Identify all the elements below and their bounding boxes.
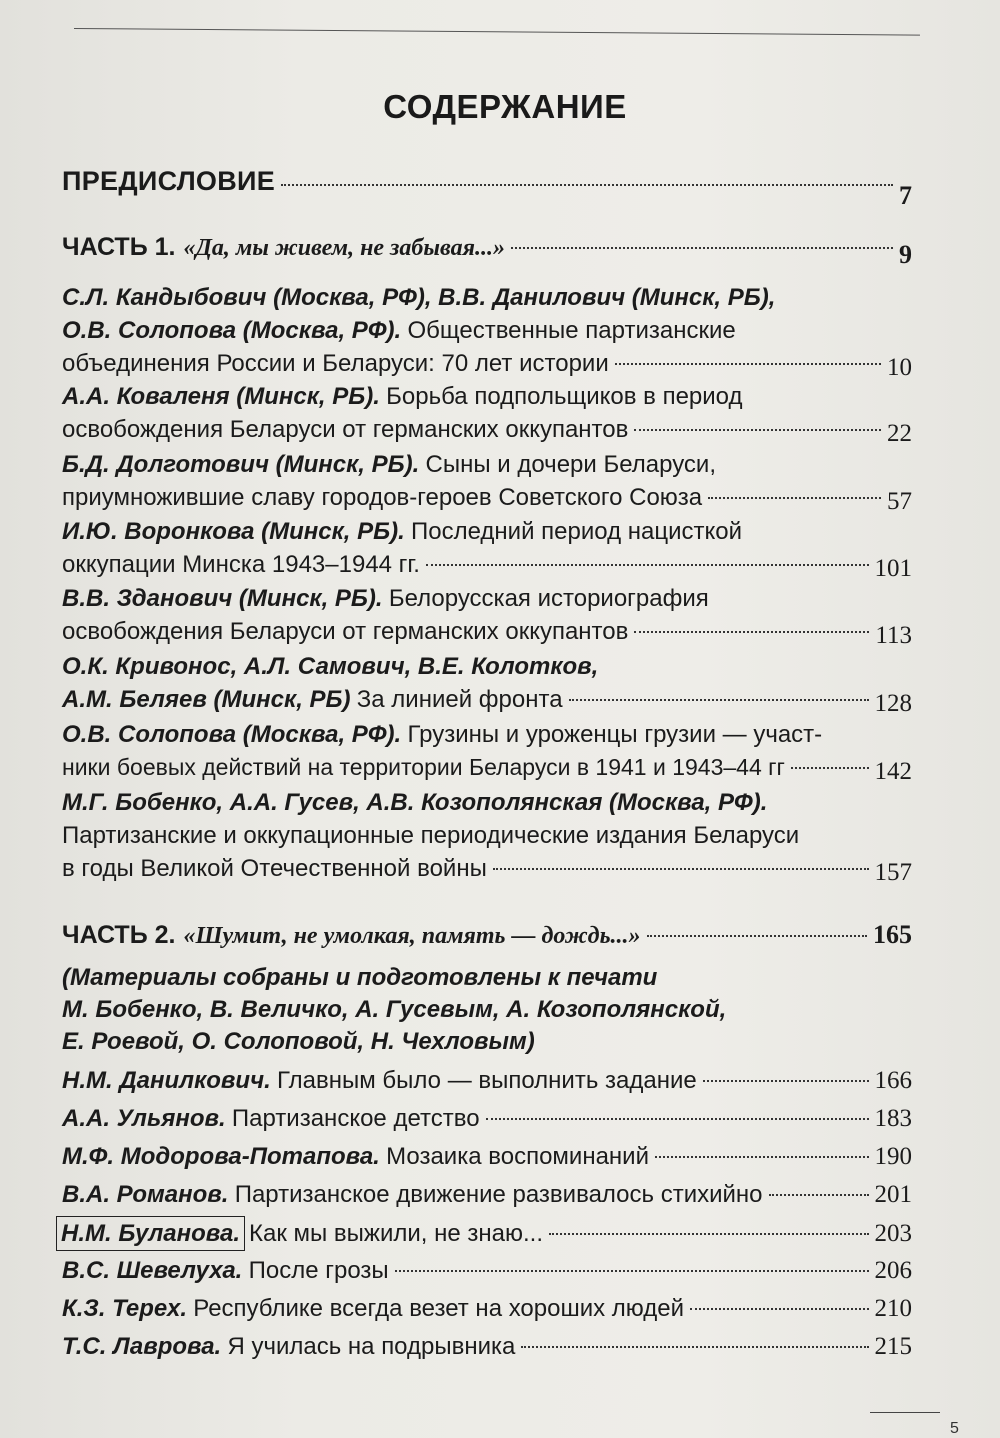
dot-leader xyxy=(511,247,893,249)
entry-title: Я училась на подрывника xyxy=(227,1333,516,1360)
page-number: 101 xyxy=(874,555,912,582)
dot-leader xyxy=(634,429,881,431)
dot-leader xyxy=(703,1080,869,1082)
entry-title: Общественные партизанские xyxy=(407,317,736,344)
page-number: 128 xyxy=(874,690,912,717)
dot-leader xyxy=(395,1270,869,1272)
folio-page-number: 5 xyxy=(950,1420,959,1437)
entry-author: С.Л. Кандыбович (Москва, РФ), В.В. Данилович (Минск, РБ), xyxy=(62,284,776,311)
toc-entry xyxy=(62,1064,912,1097)
dot-leader xyxy=(569,699,869,701)
entry-title: Партизанское движение развивалось стихийно xyxy=(234,1181,763,1208)
entry-author: А.М. Беляев (Минск, РБ) xyxy=(62,686,351,713)
entry-title: За линией фронта xyxy=(356,686,563,713)
toc-entry xyxy=(62,380,912,446)
note-line: (Материалы собраны и подготовлены к печати xyxy=(62,964,658,991)
entry-title: Главным было — выполнить задание xyxy=(276,1067,697,1094)
entry-title: Сыны и дочери Беларуси, xyxy=(425,451,716,478)
entry-title: приумножившие славу городов-героев Советского Союза xyxy=(62,484,703,511)
page-number: 206 xyxy=(874,1257,912,1284)
page-number: 57 xyxy=(887,488,912,515)
toc-entry-preface xyxy=(62,166,912,210)
toc-entry xyxy=(62,786,912,885)
page-number: 22 xyxy=(887,420,912,447)
dot-leader xyxy=(549,1233,869,1235)
entry-title: объединения России и Беларуси: 70 лет истории xyxy=(62,350,609,377)
toc-entry xyxy=(62,1254,912,1287)
toc-entry xyxy=(62,1330,912,1363)
page-number: 10 xyxy=(887,354,912,381)
entry-author: И.Ю. Воронкова (Минск, РБ). xyxy=(62,518,405,545)
entry-title: Мозаика воспоминаний xyxy=(386,1143,649,1170)
toc-entry xyxy=(62,718,912,784)
entry-title: После грозы xyxy=(248,1257,389,1284)
entry-title: Партизанское детство xyxy=(231,1105,480,1132)
page-number: 215 xyxy=(874,1333,912,1360)
entry-title: Белорусская историография xyxy=(388,585,709,612)
part-2-compilers-note xyxy=(62,962,912,1058)
page-number: 7 xyxy=(899,181,912,210)
dot-leader xyxy=(690,1308,868,1310)
entry-title: Республике всегда везет на хороших людей xyxy=(193,1295,685,1322)
note-line: М. Бобенко, В. Величко, А. Гусевым, А. Козополянской, xyxy=(62,996,727,1023)
entry-author: В.С. Шевелуха. xyxy=(62,1257,243,1284)
page-number: 203 xyxy=(874,1220,912,1247)
dot-leader xyxy=(521,1346,868,1348)
entry-author: В.А. Романов. xyxy=(62,1181,229,1208)
top-rule xyxy=(74,28,920,36)
entry-author: О.В. Солопова (Москва, РФ). xyxy=(62,721,402,748)
dot-leader xyxy=(486,1118,869,1120)
dot-leader xyxy=(281,184,893,186)
entry-author: Н.М. Данилкович. xyxy=(62,1067,271,1094)
dot-leader xyxy=(493,868,869,870)
entry-title: освобождения Беларуси от германских оккупантов xyxy=(62,618,629,645)
entry-title: Борьба подпольщиков в период xyxy=(386,383,743,410)
toc-entry xyxy=(62,650,912,716)
page-number: 113 xyxy=(875,622,912,649)
page-number: 210 xyxy=(874,1295,912,1322)
entry-author: О.В. Солопова (Москва, РФ). xyxy=(62,317,402,344)
entry-title: освобождения Беларуси от германских оккупантов xyxy=(62,416,629,443)
toc-entry xyxy=(62,448,912,514)
entry-title: Партизанские и оккупационные периодические издания Беларуси xyxy=(62,822,800,849)
toc-entry xyxy=(62,1140,912,1173)
toc-entry xyxy=(62,1102,912,1135)
dot-leader xyxy=(769,1194,869,1196)
entry-title: Как мы выжили, не знаю... xyxy=(248,1220,543,1247)
dot-leader xyxy=(655,1156,869,1158)
dot-leader xyxy=(791,767,869,769)
entry-author: В.В. Зданович (Минск, РБ). xyxy=(62,585,383,612)
page-number: 166 xyxy=(874,1067,912,1094)
page-number: 9 xyxy=(899,240,912,269)
page-number: 190 xyxy=(874,1143,912,1170)
entry-title: оккупации Минска 1943–1944 гг. xyxy=(62,551,420,578)
bottom-rule xyxy=(870,1412,940,1413)
dot-leader xyxy=(634,631,869,633)
entry-author: А.А. Коваленя (Минск, РБ). xyxy=(62,383,380,410)
entry-author: М.Г. Бобенко, А.А. Гусев, А.В. Козополянская (Москва, РФ). xyxy=(62,789,768,816)
toc-part-2 xyxy=(62,920,912,950)
part-label: ЧАСТЬ 1. xyxy=(62,233,176,261)
page-number: 201 xyxy=(874,1181,912,1208)
entry-title: ники боевых действий на территории Беларуси в 1941 и 1943–44 гг xyxy=(62,754,785,780)
entry-author: А.А. Ульянов. xyxy=(62,1105,226,1132)
dot-leader xyxy=(615,363,881,365)
preface-label: ПРЕДИСЛОВИЕ xyxy=(62,166,276,196)
page-number: 183 xyxy=(874,1105,912,1132)
entry-author: К.З. Терех. xyxy=(62,1295,187,1322)
part-title: «Шумит, не умолкая, память — дождь...» xyxy=(183,923,641,949)
toc-entry xyxy=(62,582,912,648)
toc-entry xyxy=(62,281,912,380)
entry-author: М.Ф. Модорова-Потапова. xyxy=(62,1143,380,1170)
dot-leader xyxy=(647,935,867,937)
dot-leader xyxy=(708,497,881,499)
page-number: 157 xyxy=(874,859,912,886)
entry-author: Б.Д. Долготович (Минск, РБ). xyxy=(62,451,420,478)
entry-author-boxed: Н.М. Буланова. xyxy=(56,1216,245,1251)
entry-title: Последний период нацисткой xyxy=(411,518,743,545)
toc-entry-highlighted xyxy=(62,1216,912,1251)
dot-leader xyxy=(426,564,869,566)
page-number: 165 xyxy=(873,920,912,949)
page-number: 142 xyxy=(874,758,912,785)
note-line: Е. Роевой, О. Солоповой, Н. Чехловым) xyxy=(62,1028,535,1055)
toc-entry xyxy=(62,515,912,581)
entry-title: Грузины и уроженцы грузии — участ- xyxy=(407,721,823,748)
entry-author: О.К. Кривонос, А.Л. Самович, В.Е. Колотков, xyxy=(62,653,599,680)
entry-author: Т.С. Лаврова. xyxy=(62,1333,222,1360)
toc-entry xyxy=(62,1292,912,1325)
entry-title: в годы Великой Отечественной войны xyxy=(62,855,487,882)
part-title: «Да, мы живем, не забывая...» xyxy=(183,235,505,261)
page-title: СОДЕРЖАНИЕ xyxy=(383,88,627,125)
toc-part-1 xyxy=(62,232,912,269)
part-label: ЧАСТЬ 2. xyxy=(62,921,176,949)
toc-entry xyxy=(62,1178,912,1211)
